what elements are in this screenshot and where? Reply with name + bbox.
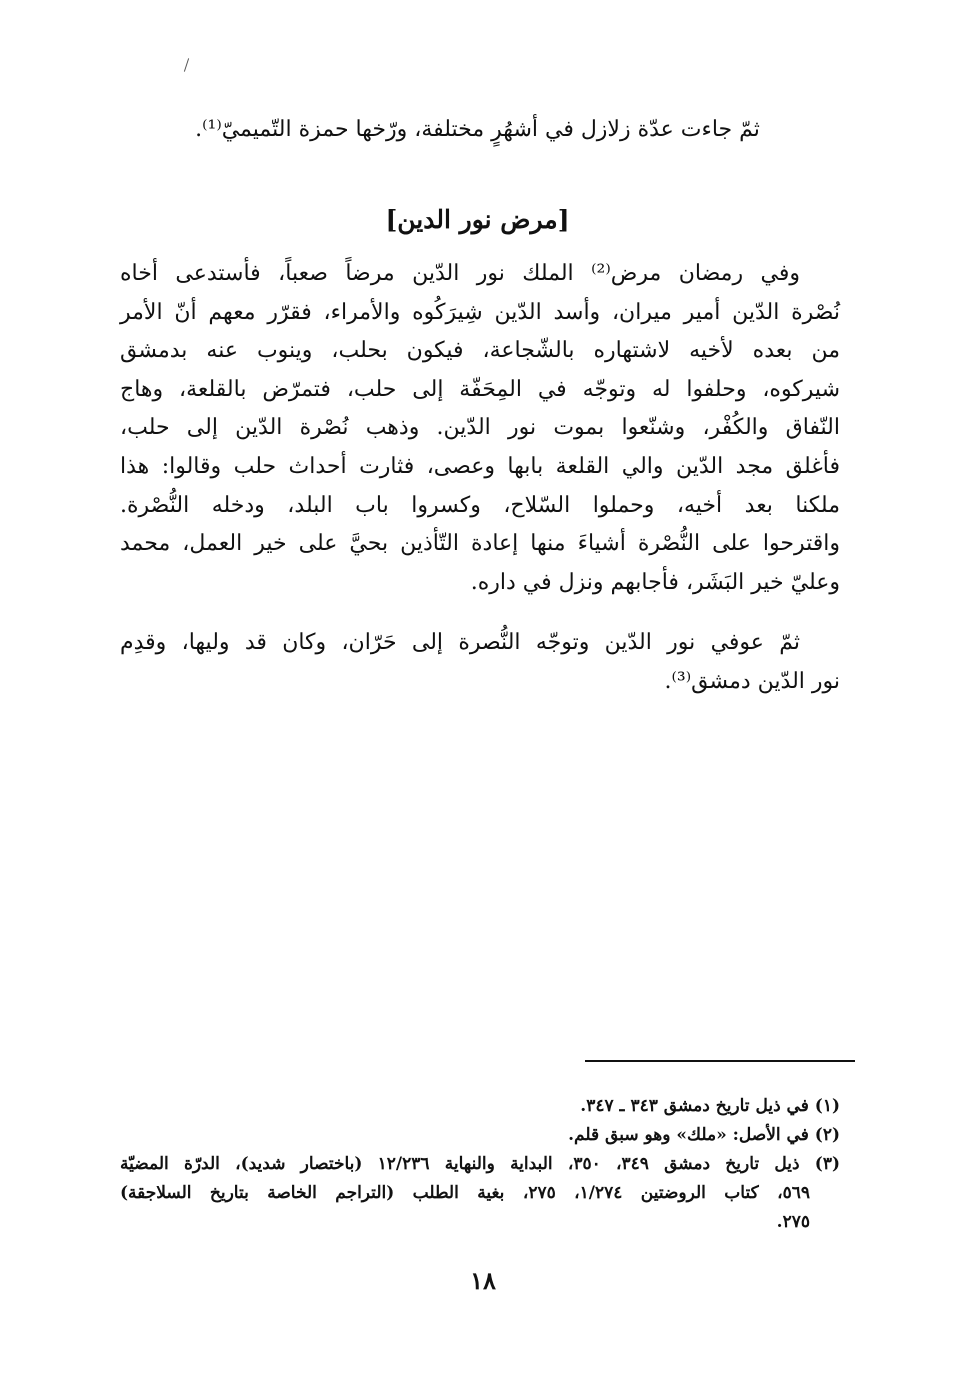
- paragraph-line: وعليّ خير البَشَر، فأجابهم ونزل في داره.: [470, 569, 840, 595]
- stray-pen-mark: [184, 58, 189, 72]
- intro-sentence: ثمّ جاءت عدّة زلازل في أشهُرٍ مختلفة، ورّخها حمزة التّميميّ⁽¹⁾.: [195, 117, 760, 142]
- paragraph-line: ثمّ عوفي نور الدّين وتوجّه النُّصرة إلى حَرّان، وكان قد وليها، وقدِم: [120, 630, 800, 655]
- paragraph-recovery: [120, 624, 840, 701]
- paragraph-line: فأغلق مجد الدّين والي القلعة بابها وعصى، فثارت أحداث حلب وقالوا: هذا: [120, 453, 840, 479]
- footnote-3-end: ٢٧٥.: [776, 1212, 810, 1232]
- footnote-3: (٣) ذيل تاريخ دمشق ٣٤٩، ٣٥٠، البداية والنهاية ١٢/٢٣٦ (باختصار شديد)، الدرّة المضيّة: [120, 1154, 840, 1174]
- footnote-divider: [585, 1060, 855, 1062]
- paragraph-line: ملكنا بعد أخيه، وحملوا السّلاح، وكسروا باب البلد، ودخله النُّصْرة.: [120, 492, 840, 518]
- page-number: ١٨: [470, 1266, 496, 1295]
- paragraph-line: من بعده لأخيه لاشتهاره بالشّجاعة، فيكون بحلب، وينوب عنه بدمشق: [120, 338, 840, 364]
- paragraph-line: النّفاق والكُفْر، وشنّعوا بموت نور الدّين. وذهب نُصْرة الدّين إلى حلب،: [120, 415, 840, 441]
- footnote-3-continued: ٥٦٩، كتاب الروضتين ١/٢٧٤، ٢٧٥، بغية الطلب (التراجم الخاصة بتاريخ السلاجقة): [120, 1183, 811, 1203]
- footnote-2: (٢) في الأصل: «ملك» وهو سبق قلم.: [568, 1125, 840, 1145]
- footnote-1: (١) في ذيل تاريخ دمشق ٣٤٣ ـ ٣٤٧.: [580, 1096, 840, 1116]
- paragraph-line: نور الدّين دمشق⁽³⁾.: [664, 668, 840, 694]
- paragraph-line: نُصْرة الدّين أمير ميران، وأسد الدّين شِيرَكُوه والأمراء، فقرّر معهم أنّ الأمر: [120, 299, 840, 325]
- paragraph-line: وفي رمضان مرض⁽²⁾ الملك نور الدّين مرضاً صعباً، فأستدعى أخاه: [120, 261, 800, 286]
- paragraph-line: شيركوه، وحلفوا له وتوجّه في المِحَفّة إلى حلب، فتمرّض بالقلعة، وهاج: [120, 376, 840, 402]
- paragraph-illness: [120, 255, 840, 602]
- footnotes: [120, 1092, 840, 1237]
- section-heading: [مرض نور الدين]: [385, 205, 570, 234]
- paragraph-line: واقترحوا على النُّصْرة أشياءَ منها إعادة التّأذين بحيَّ على خير العمل، محمد: [120, 531, 840, 557]
